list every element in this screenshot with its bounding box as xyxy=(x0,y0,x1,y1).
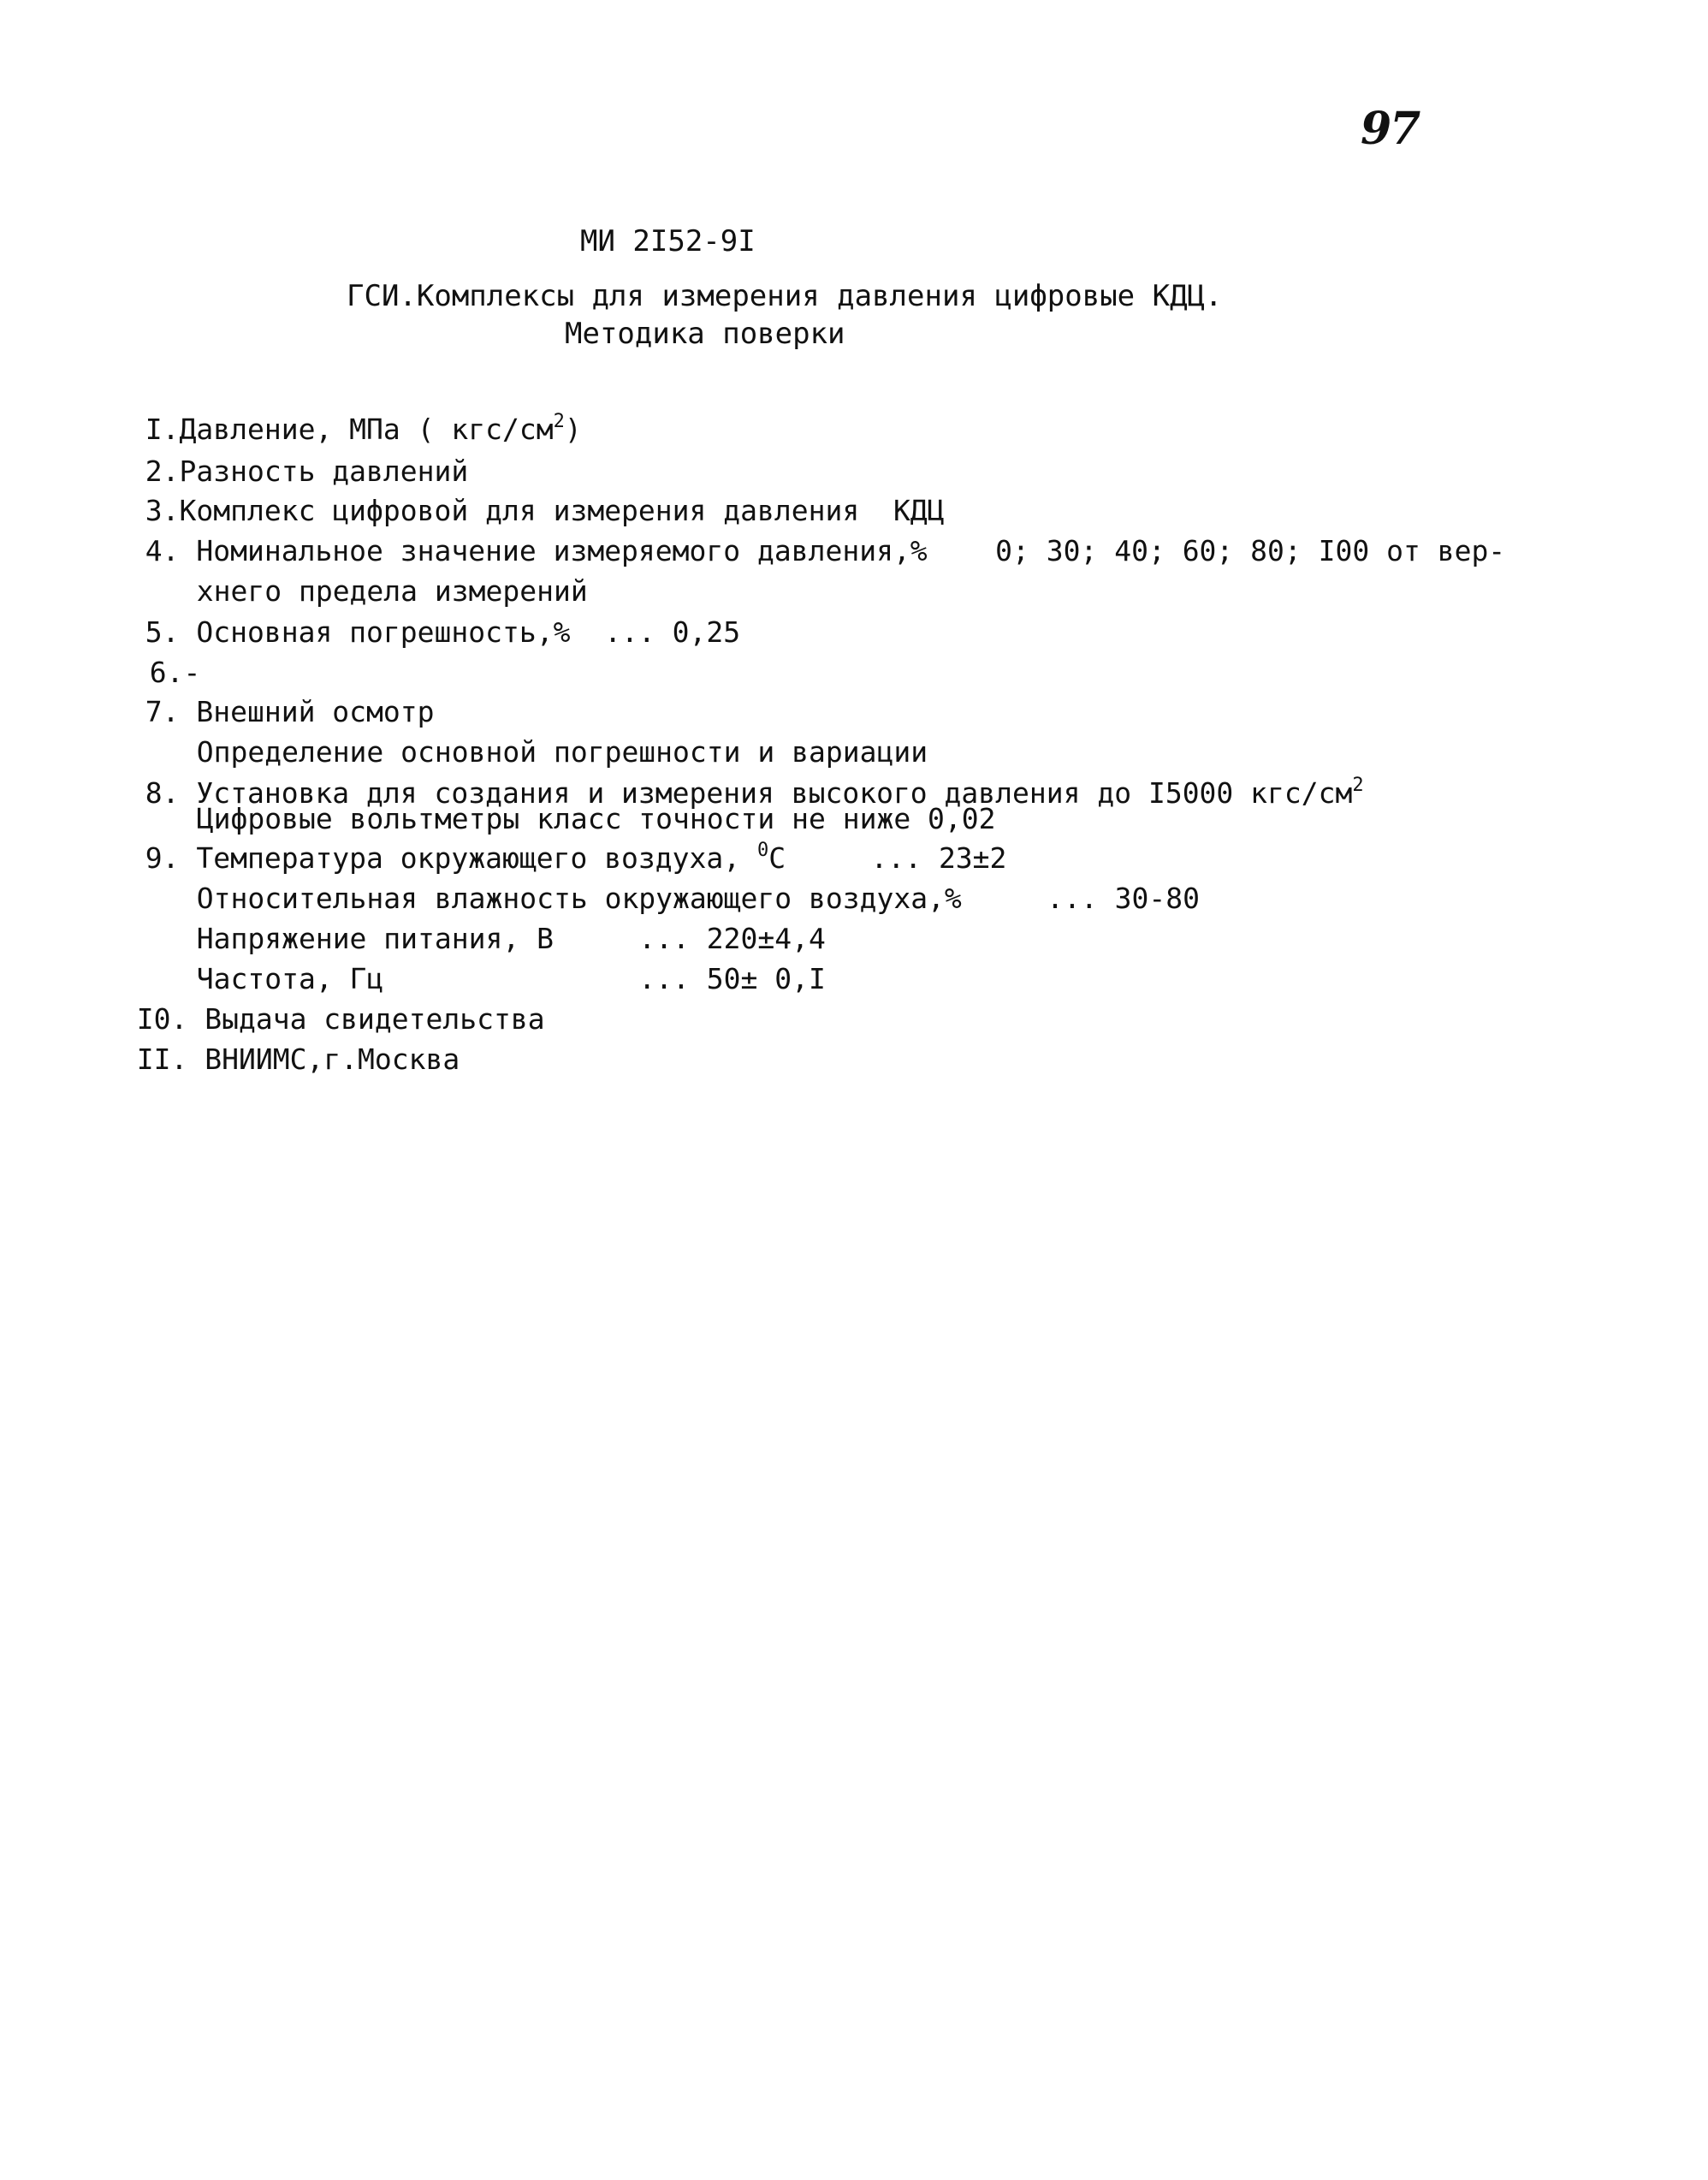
item-text: Номинальное значение измеряемого давления,% 0; 30; 40; 60; 80; I00 от вер- xyxy=(179,534,1506,567)
item-text: Комплекс цифровой для измерения давления КДЦ xyxy=(179,494,945,527)
superscript: 2 xyxy=(553,411,565,432)
item-number: 8. xyxy=(145,776,180,810)
item-text: Цифровые вольтметры класс точности не ниже 0,02 xyxy=(196,802,996,835)
item-number: I0. xyxy=(136,1002,188,1036)
document-title: ГСИ.Комплексы для измерения давления цифровые КДЦ. xyxy=(347,279,1223,313)
item-text: Внешний осмотр xyxy=(179,695,435,728)
item-text: - xyxy=(183,656,201,689)
item-text: Частота, Гц ... 50± 0,I xyxy=(196,962,826,995)
superscript: 2 xyxy=(1352,775,1364,796)
list-item xyxy=(103,1009,460,1076)
document-code: МИ 2I52-9I xyxy=(580,224,756,258)
item-text: ВНИИМС,г.Москва xyxy=(187,1042,460,1076)
item-number: 7. xyxy=(145,695,180,728)
item-number: II. xyxy=(136,1042,188,1076)
item-text: Напряжение питания, В ... 220±4,4 xyxy=(196,922,826,955)
item-text: хнего предела измерений xyxy=(196,574,588,608)
item-text: Относительная влажность окружающего воздуха,% ... 30-80 xyxy=(196,882,1200,915)
item-text: Температура окружающего воздуха, xyxy=(179,841,758,875)
item-number: 5. xyxy=(145,615,180,649)
superscript: 0 xyxy=(757,840,769,861)
item-number: 2. xyxy=(145,454,180,488)
document-subtitle: Методика поверки xyxy=(565,317,845,351)
item-text: Разность давлений xyxy=(179,454,469,488)
item-text-after: ) xyxy=(564,413,582,446)
item-text: Определение основной погрешности и вариации xyxy=(196,735,928,769)
item-number: I. xyxy=(145,413,180,446)
item-number: 4. xyxy=(145,534,180,567)
item-text: Основная погрешность,% ... 0,25 xyxy=(179,615,741,649)
item-text: Установка для создания и измерения высокого давления до I5000 кгс/см xyxy=(179,776,1353,810)
item-number: 9. xyxy=(145,841,180,875)
item-text-after: C ... 23±2 xyxy=(768,841,1007,875)
page-number: 97 xyxy=(1361,103,1420,155)
list-item xyxy=(111,582,740,649)
item-number: 6. xyxy=(149,656,184,689)
item-text: Выдача свидетельства xyxy=(187,1002,545,1036)
item-number: 3. xyxy=(145,494,180,527)
item-text: Давление, МПа ( кгс/см xyxy=(179,413,554,446)
